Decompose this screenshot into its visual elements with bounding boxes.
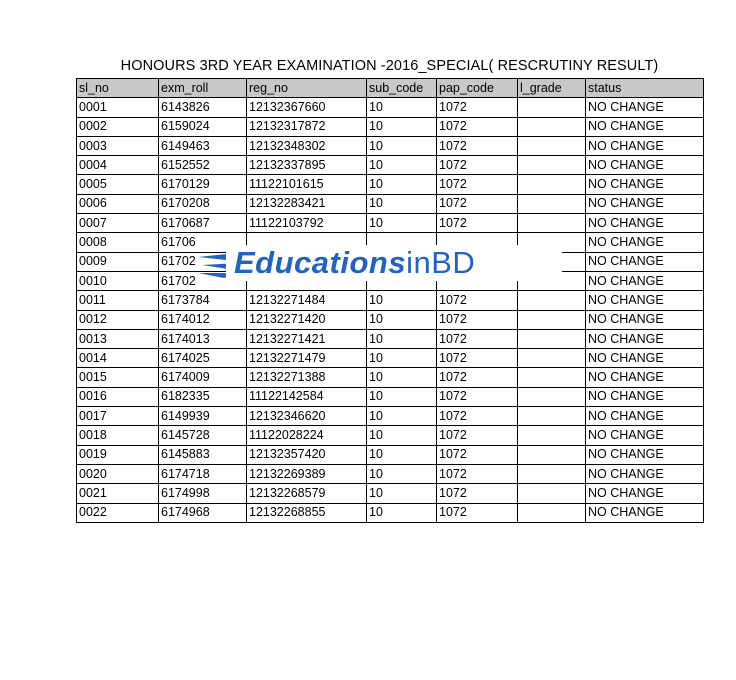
table-header-row — [77, 79, 704, 98]
cell-pap-code: 1072 — [437, 426, 518, 445]
cell-pap-code: 1072 — [437, 349, 518, 368]
cell-sub-code: 10 — [367, 503, 437, 522]
cell-status: NO CHANGE — [586, 310, 704, 329]
table-row — [77, 214, 704, 233]
cell-pap-code: 1072 — [437, 368, 518, 387]
cell-sub-code: 10 — [367, 426, 437, 445]
column-header-l-grade: l_grade — [518, 79, 586, 98]
table-row — [77, 310, 704, 329]
table-row — [77, 117, 704, 136]
cell-reg-no: 12132269389 — [247, 464, 367, 483]
cell-reg-no: 12132271484 — [247, 291, 367, 310]
cell-exm-roll: 6152552 — [159, 156, 247, 175]
cell-status: NO CHANGE — [586, 214, 704, 233]
cell-exm-roll: 6145883 — [159, 445, 247, 464]
cell-reg-no: 12132348302 — [247, 136, 367, 155]
cell-pap-code: 1072 — [437, 310, 518, 329]
cell-sub-code: 10 — [367, 464, 437, 483]
cell-sub-code: 10 — [367, 291, 437, 310]
cell-reg-no: 12132271388 — [247, 368, 367, 387]
cell-pap-code: 1072 — [437, 156, 518, 175]
cell-exm-roll: 6174968 — [159, 503, 247, 522]
cell-sl-no: 0006 — [77, 194, 159, 213]
cell-reg-no: 11122103792 — [247, 214, 367, 233]
cell-reg-no: 12132268855 — [247, 503, 367, 522]
cell-sl-no: 0022 — [77, 503, 159, 522]
cell-exm-roll: 6174012 — [159, 310, 247, 329]
cell-status: NO CHANGE — [586, 368, 704, 387]
cell-sl-no: 0012 — [77, 310, 159, 329]
cell-sl-no: 0008 — [77, 233, 159, 252]
cell-exm-roll: 61702 — [159, 271, 247, 290]
cell-status: NO CHANGE — [586, 271, 704, 290]
cell-exm-roll: 6170208 — [159, 194, 247, 213]
cell-l-grade — [518, 291, 586, 310]
cell-l-grade — [518, 136, 586, 155]
table-row — [77, 387, 704, 406]
cell-sl-no: 0009 — [77, 252, 159, 271]
cell-l-grade — [518, 464, 586, 483]
cell-sub-code: 10 — [367, 368, 437, 387]
cell-reg-no: 12132271420 — [247, 310, 367, 329]
column-header-pap-code: pap_code — [437, 79, 518, 98]
cell-sl-no: 0014 — [77, 349, 159, 368]
cell-l-grade — [518, 503, 586, 522]
watermark-tail-text: inBD — [406, 245, 476, 280]
column-header-exm-roll: exm_roll — [159, 79, 247, 98]
cell-sl-no: 0002 — [77, 117, 159, 136]
cell-pap-code: 1072 — [437, 98, 518, 117]
cell-status: NO CHANGE — [586, 194, 704, 213]
watermark-text — [234, 245, 475, 281]
cell-exm-roll: 6145728 — [159, 426, 247, 445]
results-table — [76, 78, 704, 523]
cell-status: NO CHANGE — [586, 503, 704, 522]
watermark-logo — [196, 243, 586, 285]
cell-l-grade — [518, 368, 586, 387]
cell-sl-no: 0005 — [77, 175, 159, 194]
column-header-status: status — [586, 79, 704, 98]
cell-sl-no: 0003 — [77, 136, 159, 155]
cell-sl-no: 0013 — [77, 329, 159, 348]
cell-status: NO CHANGE — [586, 175, 704, 194]
cell-status: NO CHANGE — [586, 349, 704, 368]
table-row — [77, 291, 704, 310]
cell-sub-code: 10 — [367, 484, 437, 503]
cell-pap-code: 1072 — [437, 464, 518, 483]
cell-pap-code: 1072 — [437, 136, 518, 155]
cell-sl-no: 0016 — [77, 387, 159, 406]
cell-sl-no: 0017 — [77, 407, 159, 426]
cell-exm-roll: 6182335 — [159, 387, 247, 406]
cell-l-grade — [518, 426, 586, 445]
cell-sub-code: 10 — [367, 349, 437, 368]
cell-reg-no: 12132271421 — [247, 329, 367, 348]
cell-l-grade — [518, 445, 586, 464]
cell-sub-code: 10 — [367, 387, 437, 406]
cell-exm-roll: 6173784 — [159, 291, 247, 310]
cell-sub-code: 10 — [367, 329, 437, 348]
cell-l-grade — [518, 98, 586, 117]
cell-status: NO CHANGE — [586, 484, 704, 503]
cell-status: NO CHANGE — [586, 445, 704, 464]
table-body — [77, 98, 704, 523]
cell-reg-no: 12132317872 — [247, 117, 367, 136]
cell-exm-roll: 61706 — [159, 233, 247, 252]
cell-l-grade — [518, 329, 586, 348]
cell-pap-code: 1072 — [437, 407, 518, 426]
cell-status: NO CHANGE — [586, 98, 704, 117]
cell-status: NO CHANGE — [586, 426, 704, 445]
table-row — [77, 98, 704, 117]
cell-exm-roll: 6170687 — [159, 214, 247, 233]
table-row — [77, 175, 704, 194]
table-row — [77, 329, 704, 348]
cell-reg-no: 12132367660 — [247, 98, 367, 117]
cell-pap-code: 1072 — [437, 194, 518, 213]
cell-sl-no: 0019 — [77, 445, 159, 464]
cell-reg-no: 11122101615 — [247, 175, 367, 194]
table-row — [77, 464, 704, 483]
cell-status: NO CHANGE — [586, 252, 704, 271]
cell-l-grade — [518, 214, 586, 233]
table-row — [77, 368, 704, 387]
table-row — [77, 484, 704, 503]
table-row — [77, 194, 704, 213]
cell-sub-code: 10 — [367, 175, 437, 194]
column-header-sl-no: sl_no — [77, 79, 159, 98]
cell-l-grade — [518, 387, 586, 406]
cell-l-grade — [518, 310, 586, 329]
table-row — [77, 136, 704, 155]
cell-sl-no: 0011 — [77, 291, 159, 310]
table-row — [77, 349, 704, 368]
cell-pap-code: 1072 — [437, 329, 518, 348]
cell-sl-no: 0001 — [77, 98, 159, 117]
watermark-main-text: Educations — [234, 245, 407, 280]
cell-sl-no: 0020 — [77, 464, 159, 483]
table-row — [77, 407, 704, 426]
cell-l-grade — [518, 156, 586, 175]
cell-status: NO CHANGE — [586, 387, 704, 406]
page-title: HONOURS 3RD YEAR EXAMINATION -2016_SPECIAL( RESCRUTINY RESULT) — [120, 58, 659, 74]
results-table-container — [76, 78, 703, 520]
cell-exm-roll: 6174025 — [159, 349, 247, 368]
cell-sub-code: 10 — [367, 407, 437, 426]
cell-sub-code: 10 — [367, 98, 437, 117]
cell-l-grade — [518, 407, 586, 426]
cell-reg-no: 12132337895 — [247, 156, 367, 175]
table-row — [77, 503, 704, 522]
cell-reg-no: 11122028224 — [247, 426, 367, 445]
cell-exm-roll: 6149463 — [159, 136, 247, 155]
cell-sl-no: 0021 — [77, 484, 159, 503]
cell-sub-code: 10 — [367, 445, 437, 464]
cell-status: NO CHANGE — [586, 291, 704, 310]
table-row — [77, 426, 704, 445]
cell-reg-no: 12132357420 — [247, 445, 367, 464]
cell-exm-roll: 6159024 — [159, 117, 247, 136]
cell-exm-roll: 6174998 — [159, 484, 247, 503]
table-row — [77, 156, 704, 175]
cell-pap-code: 1072 — [437, 445, 518, 464]
cell-status: NO CHANGE — [586, 464, 704, 483]
cell-sl-no: 0015 — [77, 368, 159, 387]
column-header-sub-code: sub_code — [367, 79, 437, 98]
cell-reg-no: 12132268579 — [247, 484, 367, 503]
cell-sub-code: 10 — [367, 136, 437, 155]
column-header-reg-no: reg_no — [247, 79, 367, 98]
cell-exm-roll: 6174009 — [159, 368, 247, 387]
cell-exm-roll: 6143826 — [159, 98, 247, 117]
cell-sl-no: 0007 — [77, 214, 159, 233]
cell-sub-code: 10 — [367, 156, 437, 175]
cell-status: NO CHANGE — [586, 407, 704, 426]
cell-l-grade — [518, 194, 586, 213]
cell-pap-code: 1072 — [437, 117, 518, 136]
cell-sl-no: 0010 — [77, 271, 159, 290]
cell-status: NO CHANGE — [586, 233, 704, 252]
cell-status: NO CHANGE — [586, 117, 704, 136]
cell-l-grade — [518, 484, 586, 503]
cell-sl-no: 0004 — [77, 156, 159, 175]
cell-pap-code: 1072 — [437, 175, 518, 194]
cell-status: NO CHANGE — [586, 329, 704, 348]
cell-reg-no: 12132346620 — [247, 407, 367, 426]
cell-status: NO CHANGE — [586, 136, 704, 155]
cell-pap-code: 1072 — [437, 484, 518, 503]
cell-exm-roll: 6174718 — [159, 464, 247, 483]
cell-reg-no: 11122142584 — [247, 387, 367, 406]
cell-sub-code: 10 — [367, 310, 437, 329]
cell-pap-code: 1072 — [437, 214, 518, 233]
cell-status: NO CHANGE — [586, 156, 704, 175]
cell-sub-code: 10 — [367, 117, 437, 136]
table-row — [77, 445, 704, 464]
cell-pap-code: 1072 — [437, 503, 518, 522]
cell-sl-no: 0018 — [77, 426, 159, 445]
cell-reg-no: 12132271479 — [247, 349, 367, 368]
cell-exm-roll: 6170129 — [159, 175, 247, 194]
cell-pap-code: 1072 — [437, 387, 518, 406]
cell-exm-roll: 6174013 — [159, 329, 247, 348]
cell-l-grade — [518, 349, 586, 368]
cell-exm-roll: 6149939 — [159, 407, 247, 426]
cell-l-grade — [518, 175, 586, 194]
cell-exm-roll: 61702 — [159, 252, 247, 271]
cell-sub-code: 10 — [367, 214, 437, 233]
cell-l-grade — [518, 117, 586, 136]
cell-reg-no: 12132283421 — [247, 194, 367, 213]
cell-pap-code: 1072 — [437, 291, 518, 310]
cell-sub-code: 10 — [367, 194, 437, 213]
